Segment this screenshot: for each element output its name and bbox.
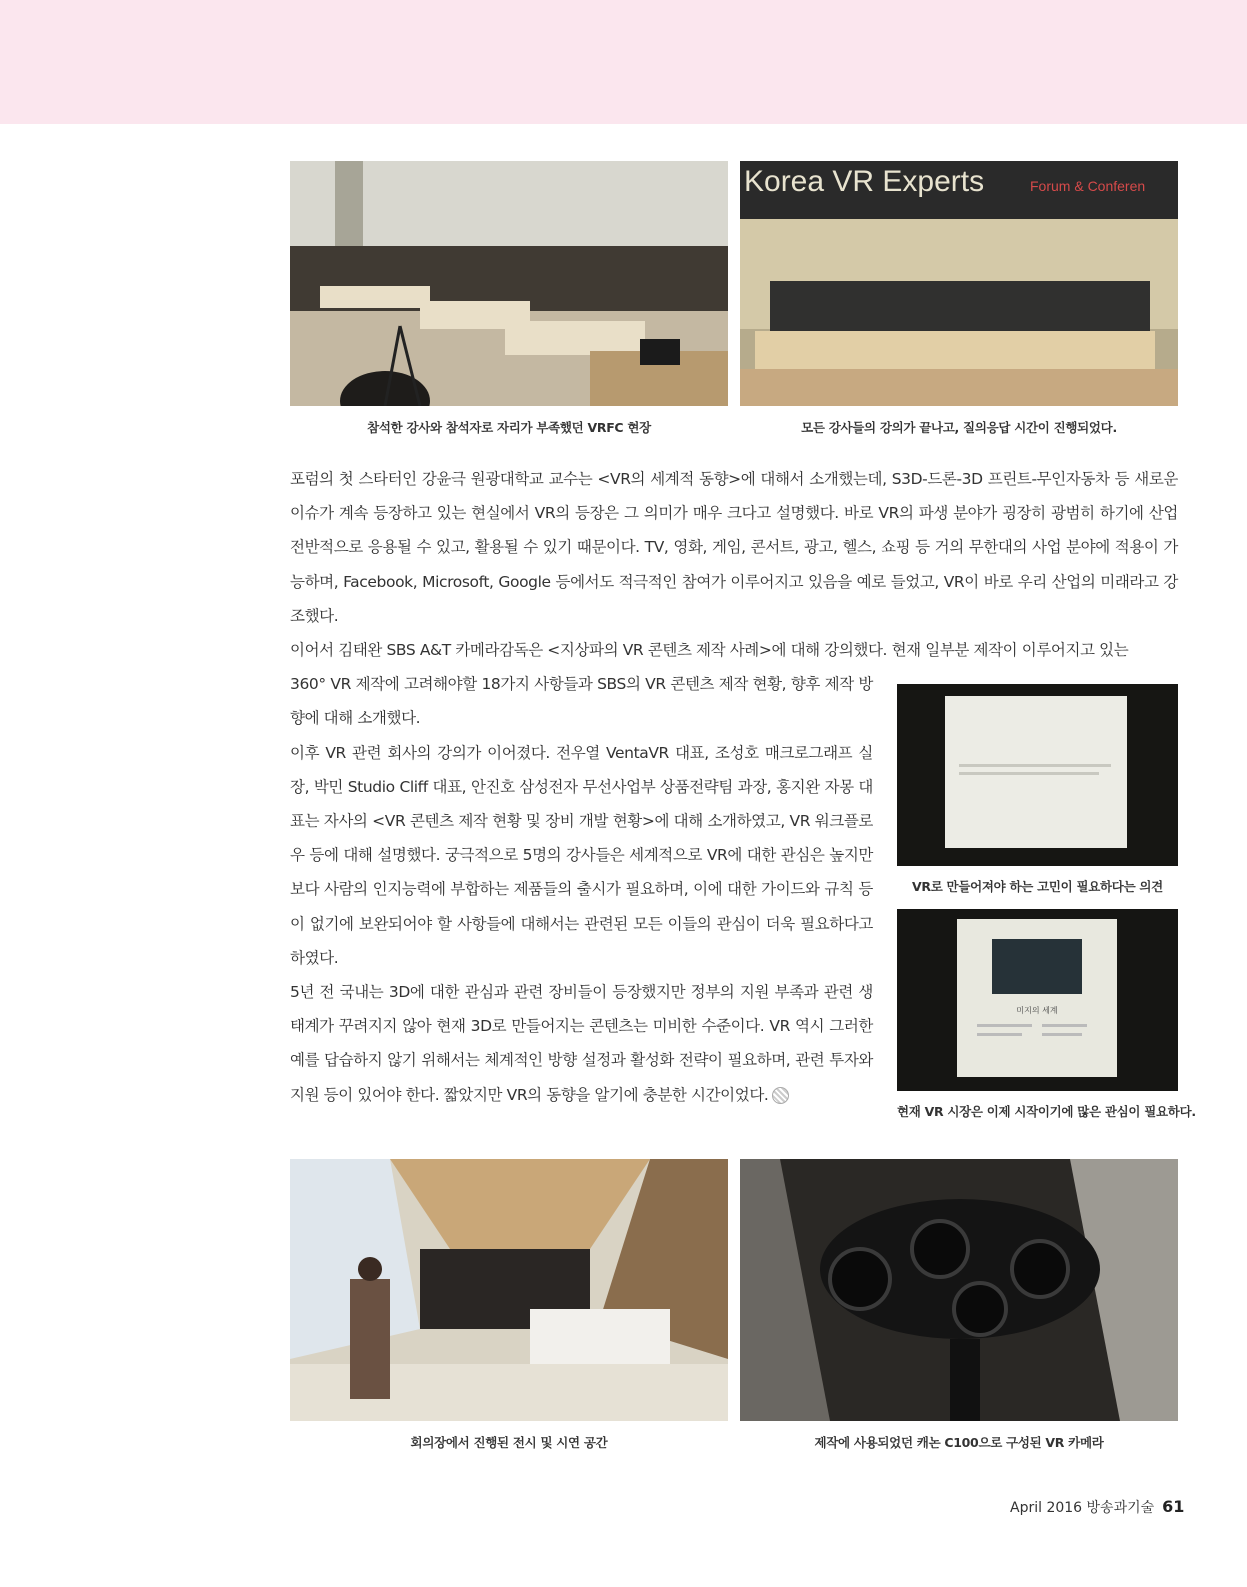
paragraph-4: 5년 전 국내는 3D에 대한 관심과 관련 장비들이 등장했지만 정부의 지원 부족과 관련 생태계가 꾸려지지 않아 현재 3D로 만들어지는 콘텐츠는 미비한 수준이다. VR 역시 그러한 예를 답습하지 않기 위해서는 체계적인 방향 설정과 활성화 전략이 필요하며, 관련 투자와 지원 등이 있어야 한다. 짧았지만 VR의 동향을 알기에 충분한 시간이었다. <box>290 983 873 1104</box>
caption-screen-slide: VR로 만들어져야 하는 고민이 필요하다는 의견 <box>912 879 1163 894</box>
caption-vr-camera-rig: 제작에 사용되었던 캐논 C100으로 구성된 VR 카메라 <box>814 1435 1104 1450</box>
caption-forum-audience: 참석한 강사와 참석자로 자리가 부족했던 VRFC 현장 <box>367 420 651 435</box>
caption-presentation-slide: 현재 VR 시장은 이제 시작이기에 많은 관심이 필요하다. <box>897 1104 1196 1119</box>
caption-exhibition-space: 회의장에서 진행된 전시 및 시연 공간 <box>410 1435 608 1450</box>
banner-title: Korea VR Experts <box>744 165 985 198</box>
paragraph-2-rest: 360° VR 제작에 고려해야할 18가지 사항들과 SBS의 VR 콘텐츠 제작 현황, 향후 제작 방향에 대해 소개했다. <box>290 675 873 728</box>
photo-forum-audience <box>290 161 728 406</box>
banner-subtitle: Forum & Conferen <box>1030 178 1146 194</box>
photo-panel-qa <box>740 161 1178 406</box>
paragraph-3: 이후 VR 관련 회사의 강의가 이어졌다. 전우열 VentaVR 대표, 조성호 매크로그래프 실장, 박민 Studio Cliff 대표, 안진호 삼성전자 무선사업부 상품전략팀 과장, 홍지완 자몽 대표는 자사의 <VR 콘텐츠 제작 현황 및 장비 개발 현황>에 대해 소개하였고, VR 워크플로우 등에 대해 설명했다. 궁극적으로 5명의 강사들은 세계적으로 VR에 대한 관심은 높지만 보다 사람의 인지능력에 부합하는 제품들의 출시가 필요하며, 이에 대한 가이드와 규칙 등이 없기에 보완되어야 할 사항들에 대해서는 관련된 모든 이들의 관심이 더욱 필요하다고 하였다. <box>290 743 873 967</box>
page-footer <box>1010 1497 1184 1517</box>
photo-vr-camera-rig <box>740 1159 1178 1421</box>
paragraph-1: 포럼의 첫 스타터인 강윤극 원광대학교 교수는 <VR의 세계적 동향>에 대해서 소개했는데, S3D-드론-3D 프린트-무인자동차 등 새로운 이슈가 계속 등장하고 있는 현실에서 VR의 등장은 그 의미가 매우 크다고 설명했다. 바로 VR의 파생 분야가 굉장히 광범히 하기에 산업 전반적으로 응용될 수 있고, 활용될 수 있기 때문이다. TV, 영화, 게임, 콘서트, 광고, 헬스, 쇼핑 등 거의 무한대의 사업 분야에 적용이 가능하며, Facebook, Microsoft, Google 등에서도 적극적인 참여가 이루어지고 있음을 예로 들었고, VR이 바로 우리 산업의 미래라고 강조했다. <box>290 470 1178 625</box>
photo-screen-slide <box>897 684 1178 866</box>
paragraph-2-full: 이어서 김태완 SBS A&T 카메라감독은 <지상파의 VR 콘텐츠 제작 사례>에 대해 강의했다. 현재 일부분 제작이 이루어지고 있는 <box>290 641 1129 660</box>
caption-panel-qa: 모든 강사들의 강의가 끝나고, 질의응답 시간이 진행되었다. <box>801 420 1117 435</box>
article-end-mark-icon <box>772 1087 789 1104</box>
page-number: 61 <box>1162 1497 1185 1516</box>
photo-exhibition-space <box>290 1159 728 1421</box>
header-band <box>0 0 1247 124</box>
footer-issue: April 2016 방송과기술 <box>1010 1500 1155 1516</box>
narrow-column <box>290 667 873 1112</box>
photo-presentation-slide <box>897 909 1178 1091</box>
slide-title: 미지의 세계 <box>1016 1006 1058 1015</box>
